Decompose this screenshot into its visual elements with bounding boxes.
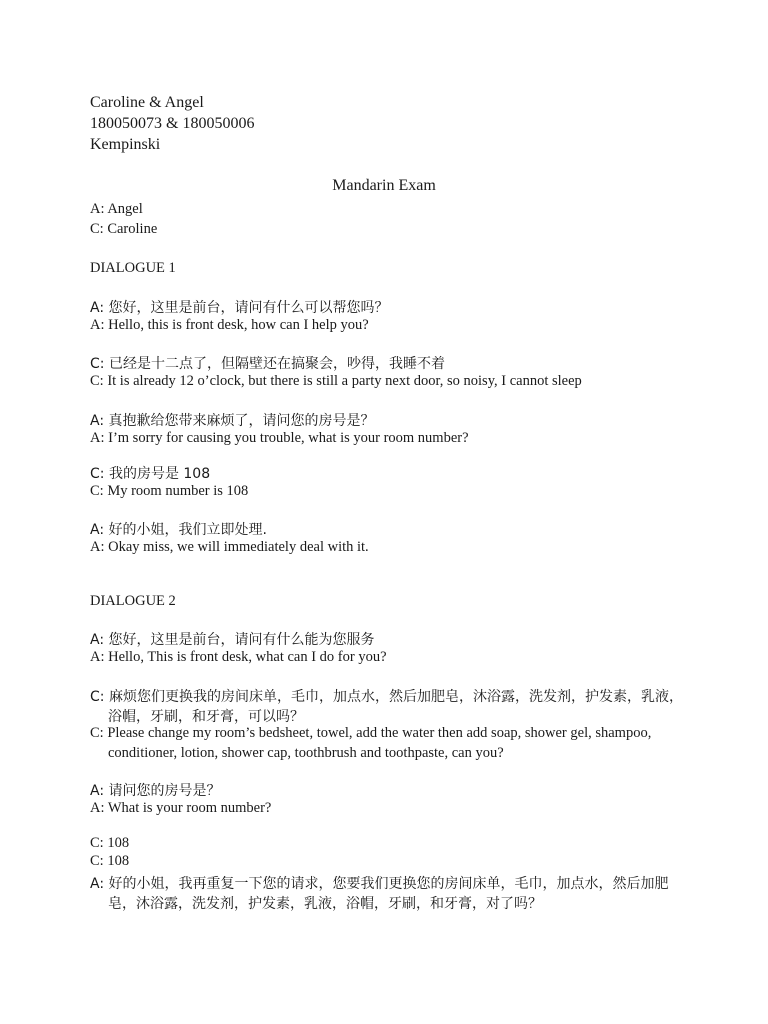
d2-line3-english: A: What is your room number? (90, 800, 272, 816)
d1-line5-chinese: A: 好的小姐，我们立即处理. (90, 522, 267, 538)
d1-line4-english: C: My room number is 108 (90, 483, 249, 499)
d1-line2-english: C: It is already 12 o’clock, but there is still a party next door, so noisy, I cannot sleep (90, 373, 582, 389)
d2-line2-chinese: C: 麻烦您们更换我的房间床单，毛巾，加点水，然后加肥皂，沐浴露，洗发剂，护发素，乳液， (90, 689, 683, 705)
d1-line3-chinese: A: 真抱歉给您带来麻烦了，请问您的房号是？ (90, 413, 375, 429)
d2-line4-chinese: C: 108 (90, 835, 130, 851)
role-caroline: C: Caroline (90, 221, 158, 237)
d1-line5-english: A: Okay miss, we will immediately deal with it. (90, 539, 369, 555)
d1-line1-chinese: A: 您好，这里是前台，请问有什么可以帮您吗？ (90, 300, 389, 316)
d2-line5-chinese: A: 好的小姐，我再重复一下您的请求，您要我们更换您的房间床单，毛巾，加点水，然后加肥 (90, 876, 669, 892)
d1-line4-chinese: C: 我的房号是 108 (90, 466, 211, 482)
hotel-name: Kempinski (90, 136, 161, 153)
d2-line2-chinese-cont: 浴帽，牙刷，和牙膏，可以吗？ (108, 709, 304, 725)
d2-line2-english-cont: conditioner, lotion, shower cap, toothbrush and toothpaste, can you? (108, 745, 504, 761)
d2-line2-english: C: Please change my room’s bedsheet, towel, add the water then add soap, shower gel, shampoo, (90, 725, 652, 741)
role-angel: A: Angel (90, 201, 143, 217)
student-names: Caroline & Angel (90, 94, 204, 111)
d2-line4-english: C: 108 (90, 853, 130, 869)
d1-line1-english: A: Hello, this is front desk, how can I help you? (90, 317, 369, 333)
d2-line3-chinese: A: 请问您的房号是？ (90, 783, 221, 799)
d1-line2-chinese: C: 已经是十二点了，但隔壁还在搞聚会，吵得，我睡不着 (90, 356, 445, 372)
d1-line3-english: A: I’m sorry for causing you trouble, what is your room number? (90, 430, 469, 446)
page-title: Mandarin Exam (332, 177, 436, 194)
dialogue-2-heading: DIALOGUE 2 (90, 593, 176, 609)
d2-line1-english: A: Hello, This is front desk, what can I do for you? (90, 649, 387, 665)
d2-line5-chinese-cont: 皂，沐浴露，洗发剂，护发素，乳液，浴帽，牙刷，和牙膏，对了吗？ (108, 896, 542, 912)
d2-line1-chinese: A: 您好，这里是前台，请问有什么能为您服务 (90, 632, 375, 648)
student-ids: 180050073 & 180050006 (90, 115, 255, 132)
dialogue-1-heading: DIALOGUE 1 (90, 260, 176, 276)
